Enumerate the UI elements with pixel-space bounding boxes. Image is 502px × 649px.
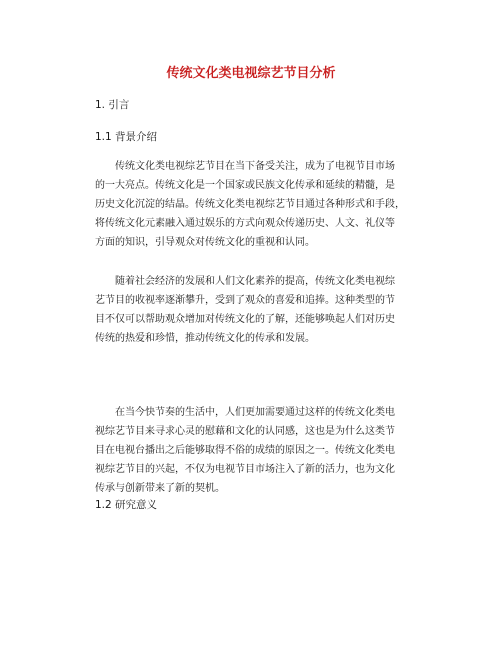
paragraph-line: 历史文化沉淀的结晶。传统文化类电视综艺节目通过各种形式和手段， (95, 199, 405, 210)
paragraph-line: 传统文化类电视综艺节目在当下备受关注，成为了电视节目市场 (115, 161, 395, 172)
paragraph-line: 目在电视台播出之后能够取得不俗的成绩的原因之一。传统文化类电 (95, 445, 395, 456)
paragraph-line: 随着社会经济的发展和人们文化素养的提高，传统文化类电视综 (115, 276, 395, 287)
paragraph-line: 传统的热爱和珍惜，推动传统文化的传承和发展。 (95, 333, 315, 344)
paragraph-line: 在当今快节奏的生活中，人们更加需要通过这样的传统文化类电 (115, 407, 395, 418)
paragraph-background-3 (95, 403, 415, 498)
paragraph-background-1 (95, 157, 415, 252)
paragraph-line: 目不仅可以帮助观众增加对传统文化的了解，还能够唤起人们对历史 (95, 314, 395, 325)
paragraph-line: 将传统文化元素融入通过娱乐的方式向观众传递历史、人文、礼仪等 (95, 218, 395, 229)
section-heading-significance: 1.2 研究意义 (95, 499, 158, 511)
paragraph-line: 艺节目的收视率逐渐攀升，受到了观众的喜爱和追捧。这种类型的节 (95, 295, 395, 306)
document-title: 传统文化类电视综艺节目分析 (166, 66, 336, 81)
paragraph-line: 视综艺节目来寻求心灵的慰藉和文化的认同感，这也是为什么这类节 (95, 426, 395, 437)
paragraph-line: 方面的知识，引导观众对传统文化的重视和认同。 (95, 237, 315, 248)
paragraph-line: 的一大亮点。传统文化是一个国家或民族文化传承和延续的精髓，是 (95, 180, 395, 191)
section-heading-introduction: 1. 引言 (95, 99, 130, 111)
section-heading-background: 1.1 背景介绍 (95, 131, 158, 143)
paragraph-background-2 (95, 272, 415, 348)
paragraph-line: 视综艺节目的兴起，不仅为电视节目市场注入了新的活力，也为文化 (95, 464, 395, 475)
paragraph-line: 传承与创新带来了新的契机。 (95, 483, 225, 494)
